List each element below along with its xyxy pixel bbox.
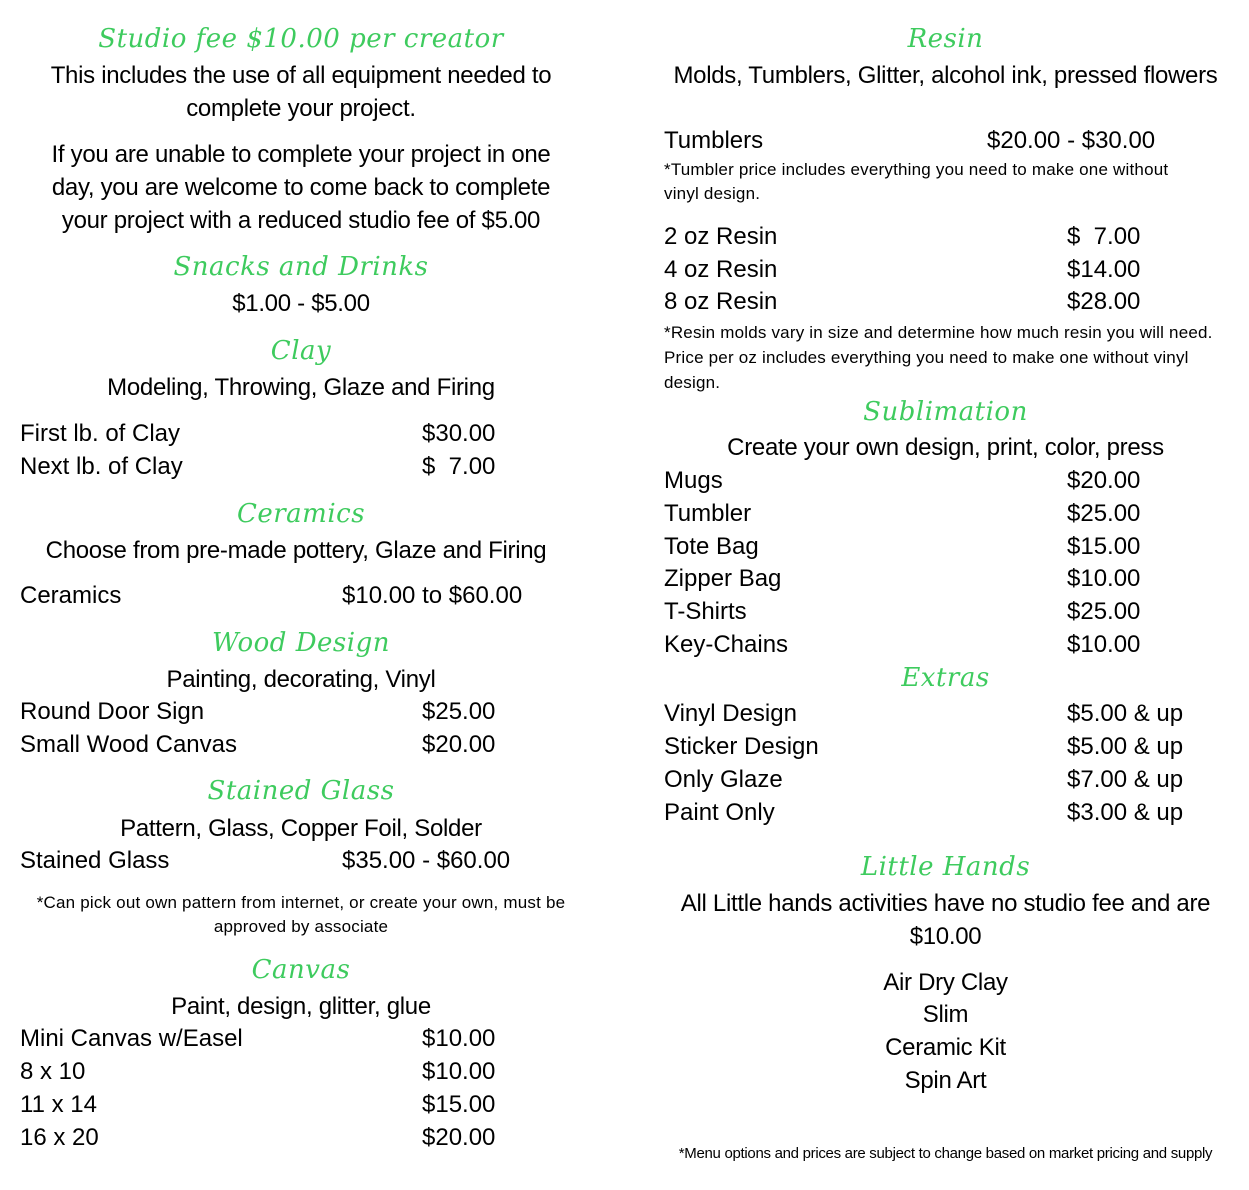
snacks-heading: Snacks and Drinks xyxy=(173,252,429,282)
item-price: $5.00 & up xyxy=(1067,733,1184,760)
price-row xyxy=(20,450,580,483)
item-price: $10.00 xyxy=(422,1058,496,1085)
price-row xyxy=(664,530,1244,563)
price-row xyxy=(20,1022,580,1055)
item-price: $30.00 xyxy=(422,420,496,447)
price-row xyxy=(664,562,1244,595)
ceramics-subtitle: Choose from pre-made pottery, Glaze and Firing xyxy=(45,537,547,564)
price-row xyxy=(664,628,1244,661)
item-price: $20.00 - $30.00 xyxy=(987,127,1156,154)
price-row xyxy=(20,695,580,728)
price-row xyxy=(664,697,1244,730)
item-price: $15.00 xyxy=(422,1091,496,1118)
item-name: 16 x 20 xyxy=(20,1124,99,1151)
price-row xyxy=(20,1121,580,1154)
studio-fee-heading: Studio fee $10.00 per creator xyxy=(98,24,504,54)
item-name: 11 x 14 xyxy=(20,1091,97,1118)
item-name: Paint Only xyxy=(664,799,775,826)
item-name: Small Wood Canvas xyxy=(20,731,237,758)
item-price: $20.00 xyxy=(1067,467,1141,494)
extras-heading: Extras xyxy=(901,663,990,693)
item-name: Tumblers xyxy=(664,127,764,154)
item-price: $20.00 xyxy=(422,731,496,758)
little-hands-item: Spin Art xyxy=(904,1067,987,1094)
price-row xyxy=(664,796,1244,829)
item-name: First lb. of Clay xyxy=(20,420,181,447)
item-price: $7.00 & up xyxy=(1067,766,1184,793)
little-hands-item: Slim xyxy=(922,1001,969,1028)
tumbler-note: *Tumbler price includes everything you need to make one without vinyl design. xyxy=(664,160,1169,203)
price-row xyxy=(20,579,580,612)
item-price: $14.00 xyxy=(1067,256,1141,283)
snacks-price: $1.00 - $5.00 xyxy=(232,290,370,317)
price-row xyxy=(20,417,580,450)
little-hands-heading: Little Hands xyxy=(860,852,1031,882)
item-name: Stained Glass xyxy=(20,847,170,874)
item-name: 8 x 10 xyxy=(20,1058,86,1085)
resin-subtitle: Molds, Tumblers, Glitter, alcohol ink, pressed flowers xyxy=(673,62,1218,89)
studio-fee-return-note: If you are unable to complete your project in one day, you are welcome to come back to complete your project with a reduced studio fee of $5.00 xyxy=(51,141,551,234)
item-name: Vinyl Design xyxy=(664,700,797,727)
price-row xyxy=(664,124,1244,157)
item-name: Zipper Bag xyxy=(664,565,782,592)
little-hands-item: Ceramic Kit xyxy=(885,1034,1006,1061)
price-row xyxy=(664,497,1244,530)
item-price: $ 7.00 xyxy=(422,453,496,480)
wood-design-subtitle: Painting, decorating, Vinyl xyxy=(166,666,436,693)
item-price: $10.00 to $60.00 xyxy=(342,582,523,609)
item-price: $25.00 xyxy=(1067,598,1141,625)
item-price: $ 7.00 xyxy=(1067,223,1141,250)
canvas-heading: Canvas xyxy=(251,955,351,985)
item-name: Round Door Sign xyxy=(20,698,205,725)
item-price: $25.00 xyxy=(1067,500,1141,527)
clay-subtitle: Modeling, Throwing, Glaze and Firing xyxy=(107,374,495,401)
item-price: $10.00 xyxy=(422,1025,496,1052)
item-name: 4 oz Resin xyxy=(664,256,778,283)
item-name: Tumbler xyxy=(664,500,752,527)
item-name: T-Shirts xyxy=(664,598,747,625)
item-price: $28.00 xyxy=(1067,288,1141,315)
item-price: $3.00 & up xyxy=(1067,799,1184,826)
stained-glass-heading: Stained Glass xyxy=(207,776,395,806)
item-name: Sticker Design xyxy=(664,733,819,760)
item-price: $25.00 xyxy=(422,698,496,725)
clay-heading: Clay xyxy=(270,336,332,366)
little-hands-description: All Little hands activities have no studio fee and are $10.00 xyxy=(680,890,1211,950)
item-name: Only Glaze xyxy=(664,766,783,793)
item-name: 8 oz Resin xyxy=(664,288,778,315)
price-row xyxy=(20,1088,580,1121)
price-row xyxy=(20,1055,580,1088)
price-row xyxy=(664,220,1244,253)
item-price: $10.00 xyxy=(1067,631,1141,658)
studio-fee-description: This includes the use of all equipment needed to complete your project. xyxy=(50,62,552,122)
price-row xyxy=(664,763,1244,796)
resin-heading: Resin xyxy=(907,24,984,54)
wood-design-heading: Wood Design xyxy=(212,628,390,658)
little-hands-item: Air Dry Clay xyxy=(883,969,1008,996)
canvas-subtitle: Paint, design, glitter, glue xyxy=(171,993,431,1020)
item-name: Key-Chains xyxy=(664,631,789,658)
item-price: $10.00 xyxy=(1067,565,1141,592)
resin-note: *Resin molds vary in size and determine how much resin you will need. Price per oz includes everything you need to make one without vinyl design. xyxy=(664,323,1213,392)
item-name: Ceramics xyxy=(20,582,122,609)
pricing-disclaimer: *Menu options and prices are subject to change based on market pricing and supply xyxy=(678,1145,1213,1162)
item-name: Next lb. of Clay xyxy=(20,453,183,480)
price-row xyxy=(664,730,1244,763)
item-price: $15.00 xyxy=(1067,533,1141,560)
item-name: 2 oz Resin xyxy=(664,223,778,250)
item-name: Mugs xyxy=(664,467,723,494)
item-price: $20.00 xyxy=(422,1124,496,1151)
sublimation-subtitle: Create your own design, print, color, press xyxy=(727,434,1164,461)
price-row xyxy=(664,285,1244,318)
stained-glass-subtitle: Pattern, Glass, Copper Foil, Solder xyxy=(120,815,482,842)
price-row xyxy=(664,595,1244,628)
item-price: $5.00 & up xyxy=(1067,700,1184,727)
stained-glass-note: *Can pick out own pattern from internet, or create your own, must be approved by associate xyxy=(36,893,566,936)
price-row xyxy=(20,728,580,761)
sublimation-heading: Sublimation xyxy=(863,397,1028,427)
item-price: $35.00 - $60.00 xyxy=(342,847,511,874)
ceramics-heading: Ceramics xyxy=(236,499,366,529)
price-row xyxy=(664,253,1244,286)
price-row xyxy=(664,464,1244,497)
item-name: Tote Bag xyxy=(664,533,759,560)
price-row xyxy=(20,844,580,877)
item-name: Mini Canvas w/Easel xyxy=(20,1025,243,1052)
